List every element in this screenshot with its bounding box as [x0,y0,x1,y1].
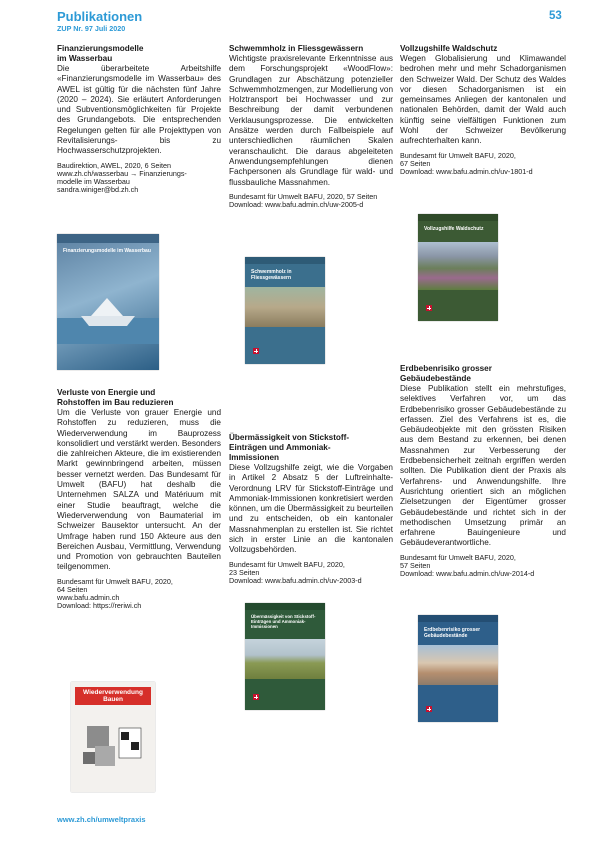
article-schwemmholz [229,44,393,209]
article-waldschutz [400,44,566,176]
article-body: Um die Verluste von grauer Energie und Rohstoffen zu reduzieren, muss die Wiederverwendung im Bauprozess konsolidiert und verstärkt werden. Besonders die zahlreichen Akteure, die im existierenden Markt gewinnbringend arbeiten, müssen besser vernetzt werden. Das Bundesamt für Umwelt (BAFU) hat deshalb die Unternehmen SALZA und Matériuum mit einer Studie beauftragt, welche die Wiederverwendung von Baumaterial im Schweizer Bausektor untersucht. An der Umfrage haben rund 150 Akteure aus den Bereichen Ausbau, Vermittlung, Verwendung und Promotion von gebrauchten Bauteilen teilgenommen. [57,408,221,572]
forest-photo [418,242,498,290]
swiss-logo-icon [426,305,432,311]
article-body: Wichtigste praxisrelevante Erkenntnisse aus dem Forschungsprojekt «WoodFlow»: Grundlagen zur Abschätzung potenzieller Schwemmholzmengen, zur Modellierung von Holztransport bei Hochwasser und zur Beschreibung der damit verbundenen Verklausungsprozesse. Die entwickelten Ansätze werden durch Fallbeispiele auf unterschiedlichen räumlichen Skalen veranschaulicht. Die daraus abgeleiteten Anwendungsempfehlungen dienen Fachpersonen als Grundlage für wald- und flussbauliche Massnahmen. [229,54,393,187]
article-title: Finanzierungsmodelle im Wasserbau [57,44,144,63]
article-body: Die überarbeitete Arbeitshilfe «Finanzierungsmodelle im Wasserbau» des AWEL ist gültig für die nächsten fünf Jahre (2020 – 2024). Sie erläutert Anforderungen und Subventionsmöglichkeiten für Projekte des Grundangebots. Die entsprechenden Regelungen gelten für alle Projekttypen von Revitalisierungs- bis zu Hochwasserschutzprojekten. [57,64,221,156]
article-body: Wegen Globalisierung und Klimawandel bedrohen mehr und mehr Schadorganismen den Schweizer Wald. Der Schutz des Waldes vor diesen Schadorganismen ist ein gemeinsames Anliegen der kantonalen und nationalen Behörden, damit der Wald auch künftig seine vielfältigen Funktionen zum Wohl der Schweizer Bevölkerung aufrechterhalten kann. [400,54,566,146]
download-link[interactable]: Download: www.bafu.admin.ch/uv-2003-d [229,576,362,586]
article-source: Bundesamt für Umwelt BAFU, 2020, 64 Seiten www.bafu.admin.ch Download: https://reriwi.ch [57,578,221,611]
article-erdbebenrisiko [400,364,566,578]
cover-schwemmholz [245,257,325,364]
issue-label: ZUP Nr. 97 Juli 2020 [57,24,126,33]
cover-title: Vollzugshilfe Waldschutz [424,226,484,232]
article-body: Diese Vollzugshilfe zeigt, wie die Vorgaben in Artikel 2 Absatz 5 der Luftreinhalte-Verordnung LRV für Stickstoff-Einträge und Ammoniak-Immissionen konkretisiert werden können, um die Übermässigkeit zu beurteilen und zu entscheiden, ob ein kantonaler Massnahmenplan zu erstellen ist. Sie richtet sich in erster Linie an die kantonalen Vollzugsbehörden. [229,463,393,555]
footer-link[interactable]: www.zh.ch/umweltpraxis [57,815,146,824]
link[interactable]: www.zh.ch/wasserbau → Finanzierungs- [57,168,187,178]
article-body: Diese Publikation stellt ein mehrstufiges, selektives Verfahren vor, um das Erdbebenrisiko grosser Gebäudebestände zu erfassen. Ziel des Verfahrens ist es, die Gebäudeobjekte mit den grössten Risiken aus dem Bestand zu erkennen, bei denen Massnahmen zur Verbesserung der Erdbebensicherheit zeitnah ergriffen werden sollten. Die Publikation dient der Praxis als Verfahrens- und Anwendungshilfe. Ihre Ausrichtung orientiert sich an möglichen Zielsetzungen der Eigentümer grosser Gebäudebestände und richtet sich in der methodischen Umsetzung primär an erfahrene Bauingenieure und Gebäudeverantwortliche. [400,384,566,548]
cover-title: Übermässigkeit von Stickstoff-Einträgen und Ammoniak-Immissionen [251,614,316,630]
cover-wiederverwendung [71,682,155,792]
swiss-logo-icon [253,694,259,700]
cover-finanzierungsmodelle [57,234,159,370]
cover-title: Wiederverwendung Bauen [75,687,151,705]
article-source: Baudirektion, AWEL, 2020, 6 Seiten www.zh.ch/wasserbau → Finanzierungs- modelle im Wasserbau sandra.winiger@bd.zh.ch [57,162,221,195]
cover-stickstoff [245,603,325,710]
article-finanzierungsmodelle [57,44,221,194]
city-photo [418,645,498,685]
cover-title: Schwemmholz in Fliessgewässern [251,269,292,281]
link[interactable]: www.bafu.admin.ch [57,593,120,603]
cover-title: Finanzierungsmodelle im Wasserbau [63,248,151,254]
swiss-logo-icon [426,706,432,712]
page-number: 53 [549,10,562,22]
article-wiederverwendung [57,388,221,611]
field-photo [245,639,325,679]
download-link[interactable]: Download: https://reriwi.ch [57,601,142,611]
paper-boat-image [57,294,159,344]
article-title: Übermässigkeit von Stickstoff- Einträgen und Ammoniak- Immissionen [229,433,350,462]
article-source: Bundesamt für Umwelt BAFU, 2020, 67 Seiten Download: www.bafu.admin.ch/uv-1801-d [400,152,566,177]
cover-erdbebenrisiko [418,615,498,722]
cover-waldschutz [418,214,498,321]
email-link[interactable]: sandra.winiger@bd.zh.ch [57,185,139,195]
river-photo [245,287,325,327]
swiss-logo-icon [253,348,259,354]
article-source: Bundesamt für Umwelt BAFU, 2020, 23 Seiten Download: www.bafu.admin.ch/uv-2003-d [229,561,393,586]
cover-title: Erdbebenrisiko grosser Gebäudebestände [424,627,481,639]
article-title: Verluste von Energie und Rohstoffen im Bau reduzieren [57,388,174,407]
article-source: Bundesamt für Umwelt BAFU, 2020, 57 Seiten Download: www.bafu.admin.ch/uw-2014-d [400,554,566,579]
article-title: Erdbebenrisiko grosser Gebäudebestände [400,364,492,383]
download-link[interactable]: Download: www.bafu.admin.ch/uv-1801-d [400,167,533,177]
section-title: Publikationen [57,9,143,24]
article-title: Vollzugshilfe Waldschutz [400,44,498,53]
download-link[interactable]: Download: www.bafu.admin.ch/uw-2005-d [229,200,364,210]
building-blocks-image [81,716,145,772]
article-title: Schwemmholz in Fliessgewässern [229,44,364,53]
article-source: Bundesamt für Umwelt BAFU, 2020, 57 Seiten Download: www.bafu.admin.ch/uw-2005-d [229,193,393,209]
download-link[interactable]: Download: www.bafu.admin.ch/uw-2014-d [400,569,535,579]
article-stickstoff [229,433,393,585]
